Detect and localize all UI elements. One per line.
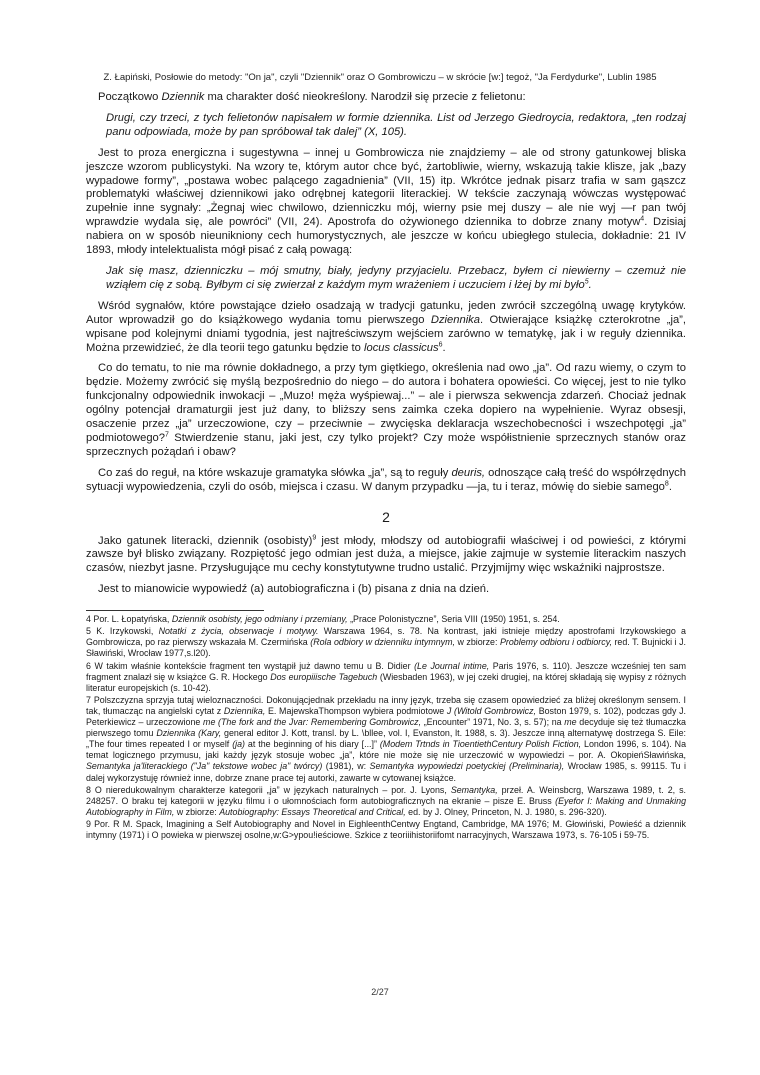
paragraph-4: Co do tematu, to nie ma równie dokładnego, a przy tym giętkiego, określenia nad owo „ja”. Od razu wiemy, o czym to będzie. Możemy zwrócić się myślą bezpośrednio do niego – do autora i bohatera opowieści. Co więcej, jest to nie tylko funkcjonalny odpowiednik inwokacji – „Muzo! mężа wyśpiewaj...” – ale i pierwsza sekwencja zdarzeń. Chociaż jednak ogólny potencjał dramaturgii jest już dany, to bliższy sens zaimka czeka dopiero na wypełnienie. Wyraz obsesji, osaczenie przez „ja” urzeczowione, czy – przeciwnie – zwycięska deklaracja wszechobecności i wszechpotęgi „ja” podmiotowego?$^7$ Stwierdzenie stanu, jaki jest, czy tylko projekt? Czy może współistnienie sprzecznych stanów oraz sprzecznych pożądań i obaw? (86, 362, 686, 458)
paragraph-5: Co zaś do reguł, na które wskazuje gramatyka słówka „ja”, są to reguły deuris, odnoszące całą treść do współrzędnych sytuacji wypowiedzenia, czyli do osób, miejsca i czasu. W danym przypadku —ja, tu i teraz, mówię do siebie samego$^8$. (86, 466, 686, 493)
block-quote-2: Jak się masz, dzienniczku – mój smutny, biały, jedyny przyjacielu. Przebacz, byłem ci niewierny – czemuż nie wziąłem cię z sobą. Byłbym ci się zwierzał z każdym mym wrażeniem i uczuciem i łżej by mi było$^5$. (106, 264, 686, 291)
footnote-8: 8 O nieredukowalnym charakterze kategorii „ja” w językach naturalnych – por. J. Lyons, Semantyka, przeł. A. Weinsbcrg, Warszawa 1989, t. 2, s. 248257. O braku tej kategorii w języku filmu i o ułomnościach form autobiograficznych na ekranie – pisze E. Bruss (Eyefor I: Making and Unmaking Autobiography in Film, w zbiorze: Autobiography: Essays Theoretical and Critical, ed. by J. Olney, Princeton, N. J. 1980, s. 296-320). (86, 784, 687, 817)
footnote-ref-4[interactable]: 4 (640, 215, 645, 223)
footnote-7: 7 Polszczyzna sprzyja tutaj wieloznaczności. Dokonującjednak przekładu na inny język, trzeba się czasem opowiedzieć za bliżej określonym sensem. I tak, tłumacząc na angielski cytat z Dziennika, E. MajewskaThompson wybiera podmiotowe J (Witold Gombrowicz, Boston 1979, s. 102), podczas gdy J. Peterkiewicz – urzeczowione me (The fork and the Jvar: Remembering Gombrowicz, „Encounter” 1971, No. 3, s. 57); na me decyduje się też tłumaczka pierwszego tomu Dziennika (Kary, general editor J. Kott, transl. by L. \bllee, vol. I, Evanston, lt. 1988, s. 3). Jeszcze inną alternatywę dostrzega S. Eile: „The four times repeated I or myself (ja) at the beginning of his diary [...]” (Modem Trtnds in TioentiethCentury Polish Fiction, London 1996, s. 104). Na temat logicznego przymusu, jaki każdy język stosuje wobec „ja”, które nie może się nie urzeczowić w wypowiedzi – por. A. OkopieńSławińska, Semantyka ja'literackiego ("Ja" tekstowe wobec ja" twórcy) (1981), w: Semantyka wypowiedzi poetyckiej (Preliminaria), Wrocław 1985, s. 99115. Tu i dalej wykorzystuję również inne, dobrze znane prace tej autorki, zawarte w cytowanej książce. (86, 694, 686, 783)
footnote-ref-7[interactable]: 7 (165, 431, 169, 439)
footnote-5: 5 K. Irzykowski, Notatki z życia, obserwacje i motywy. Warszawa 1964, s. 78. Na kontrast, jaki istnieje między apostrofami Irzykowskiego a Gombrowicza, po raz pierwszy wskazała M. Czermińska (Rola odbiory w dzienniku intymnym, w zbiorze: Problemy odbioru i odbiorcy, red. T. Bujnicki i J. Sławiński, Wrocław 1977,s.l20). (86, 626, 686, 659)
page-number: 2/27 (371, 987, 389, 997)
footnote-ref-5[interactable]: 5 (584, 278, 589, 286)
footnote-4: 4 Por. L. Łopatyńska, Dziennik osobisty, jego odmiany i przemiany, „Prace Polonistyczne”, Seria VIII (1950) 1951, s. 254. (86, 614, 560, 625)
paragraph-7: Jest to mianowicie wypowiedź (a) autobiograficzna i (b) pisana z dnia na dzień. (98, 583, 490, 596)
paragraph-6: Jako gatunek literacki, dziennik (osobisty)$^9$ jest młody, młodszy od autobiografii właściwej i od powieści, z którymi zawsze był blisko związany. Rozpiętość jego odmian jest duża, a miejsce, jakie zajmuje w systemie literackim naszych czasów, niezbyt jasne. Przysługujące mu cechy konstytutywne trudno ustalić. Przyjmijmy więc wskaźniki najprostsze. (86, 533, 686, 575)
footnote-6: 6 W takim właśnie kontekście fragment ten wystąpił już dawno temu u B. Didier (Le Journal intime, Paris 1976, s. 110). Jeszcze wcześniej ten sam fragment znalazł się w książce G. R. Hockego Dos europiiische Tagebuch (Wiesbaden 1963), w jej czeki drugiej, na której składają się wypisy z różnych literatur europejskich (s. 10-42). (86, 660, 687, 693)
header-citation: Z. Łapiński, Posłowie do metody: "On ja", czyli "Dziennik" oraz O Gombrowiczu – w skrócie [w:] tegoż, "Ja Ferdydurke", Lublin 1985 (103, 72, 657, 83)
footnote-ref-9[interactable]: 9 (312, 533, 317, 541)
main-text (86, 91, 686, 842)
paragraph-1: Początkowo Dziennik ma charakter dość nieokreślony. Narodził się przecie z felietonu: (98, 91, 526, 103)
footnotes (86, 614, 686, 841)
footnote-ref-8[interactable]: 8 (664, 479, 669, 487)
paragraph-3: Wśród sygnałów, które powstające dzieło osadzają w tradycji gatunku, jeden zwrócił szczególną uwagę krytyków. Autor wprowadził go do książkowego wydania tomu pierwszego Dziennika. Otwierające książkę czterokrotne „ja”, wpisane pod kolejnymi dniami tygodnia, jest najtreściwszym wejściem zarówno w tematykę, jak i w reguły dziennika. Można przewidzieć, że dla teorii tego gatunku będzie to locus classicus$^6$. (86, 299, 686, 354)
section-heading: 2 (382, 508, 390, 525)
footnote-separator (86, 610, 264, 611)
running-header (40, 72, 720, 84)
block-quote-1: Drugi, czy trzeci, z tych felietonów napisałem w formie dziennika. List od Jerzego Giedroycia, redaktora, „ten rodzaj panu odpowiada, może by pan spróbował tak dalej” (X, 105). (106, 111, 686, 138)
paragraph-2: Jest to proza energiczna i sugestywna – innej u Gombrowicza nie znajdziemy – ale od strony gatunkowej bliska jeszcze wzorom publicystyki. Na wzory te, którym autor chce być, żartobliwie, wierny, wskazują takie klisze, jak „bazy wypadowe formy”, „postawa wobec palącego zagadnienia” (VII, 15) itp. Wkrótce jednak pisarz trafia w sam gąszcz problematyki właściwej dziennikowi jako odrębnej kategorii literackiej. W tekście zaczynają wówczas występować zupełnie inne sygnały: „Żegnaj wiec chwilowo, dzienniczku mój, wierny psie mej duszy – ale nie wyj —r pan twój wprawdzie wydala się, ale powróci” (VII, 24). Apostrofa do ożywionego dziennika to dobrze znany motyw$^4$. Dzisiaj nabiera on w sposób nieunikniony cech humorystycznych, ale jeszcze w końcu ubiegłego stulecia, dokładnie: 21 IV 1893, młody intelektualista mógł pisać z całą powagą: (86, 146, 687, 257)
footnote-9: 9 Por. R M. Spack, Imagining a Self Autobiography and Novel in EighleenthCentwy Engtand, Cambridge, MA 1976; M. Głowiński, Powieść a dziennik intymny (1971) i O powieka w pierwszej osolne,w:G>ypou!ieściowe. Szkice z teoriiihistoriifomt narracyjnych, Warszawa 1973, s. 76-105 i 59-75. (86, 818, 686, 840)
footnote-ref-6[interactable]: 6 (438, 340, 443, 348)
